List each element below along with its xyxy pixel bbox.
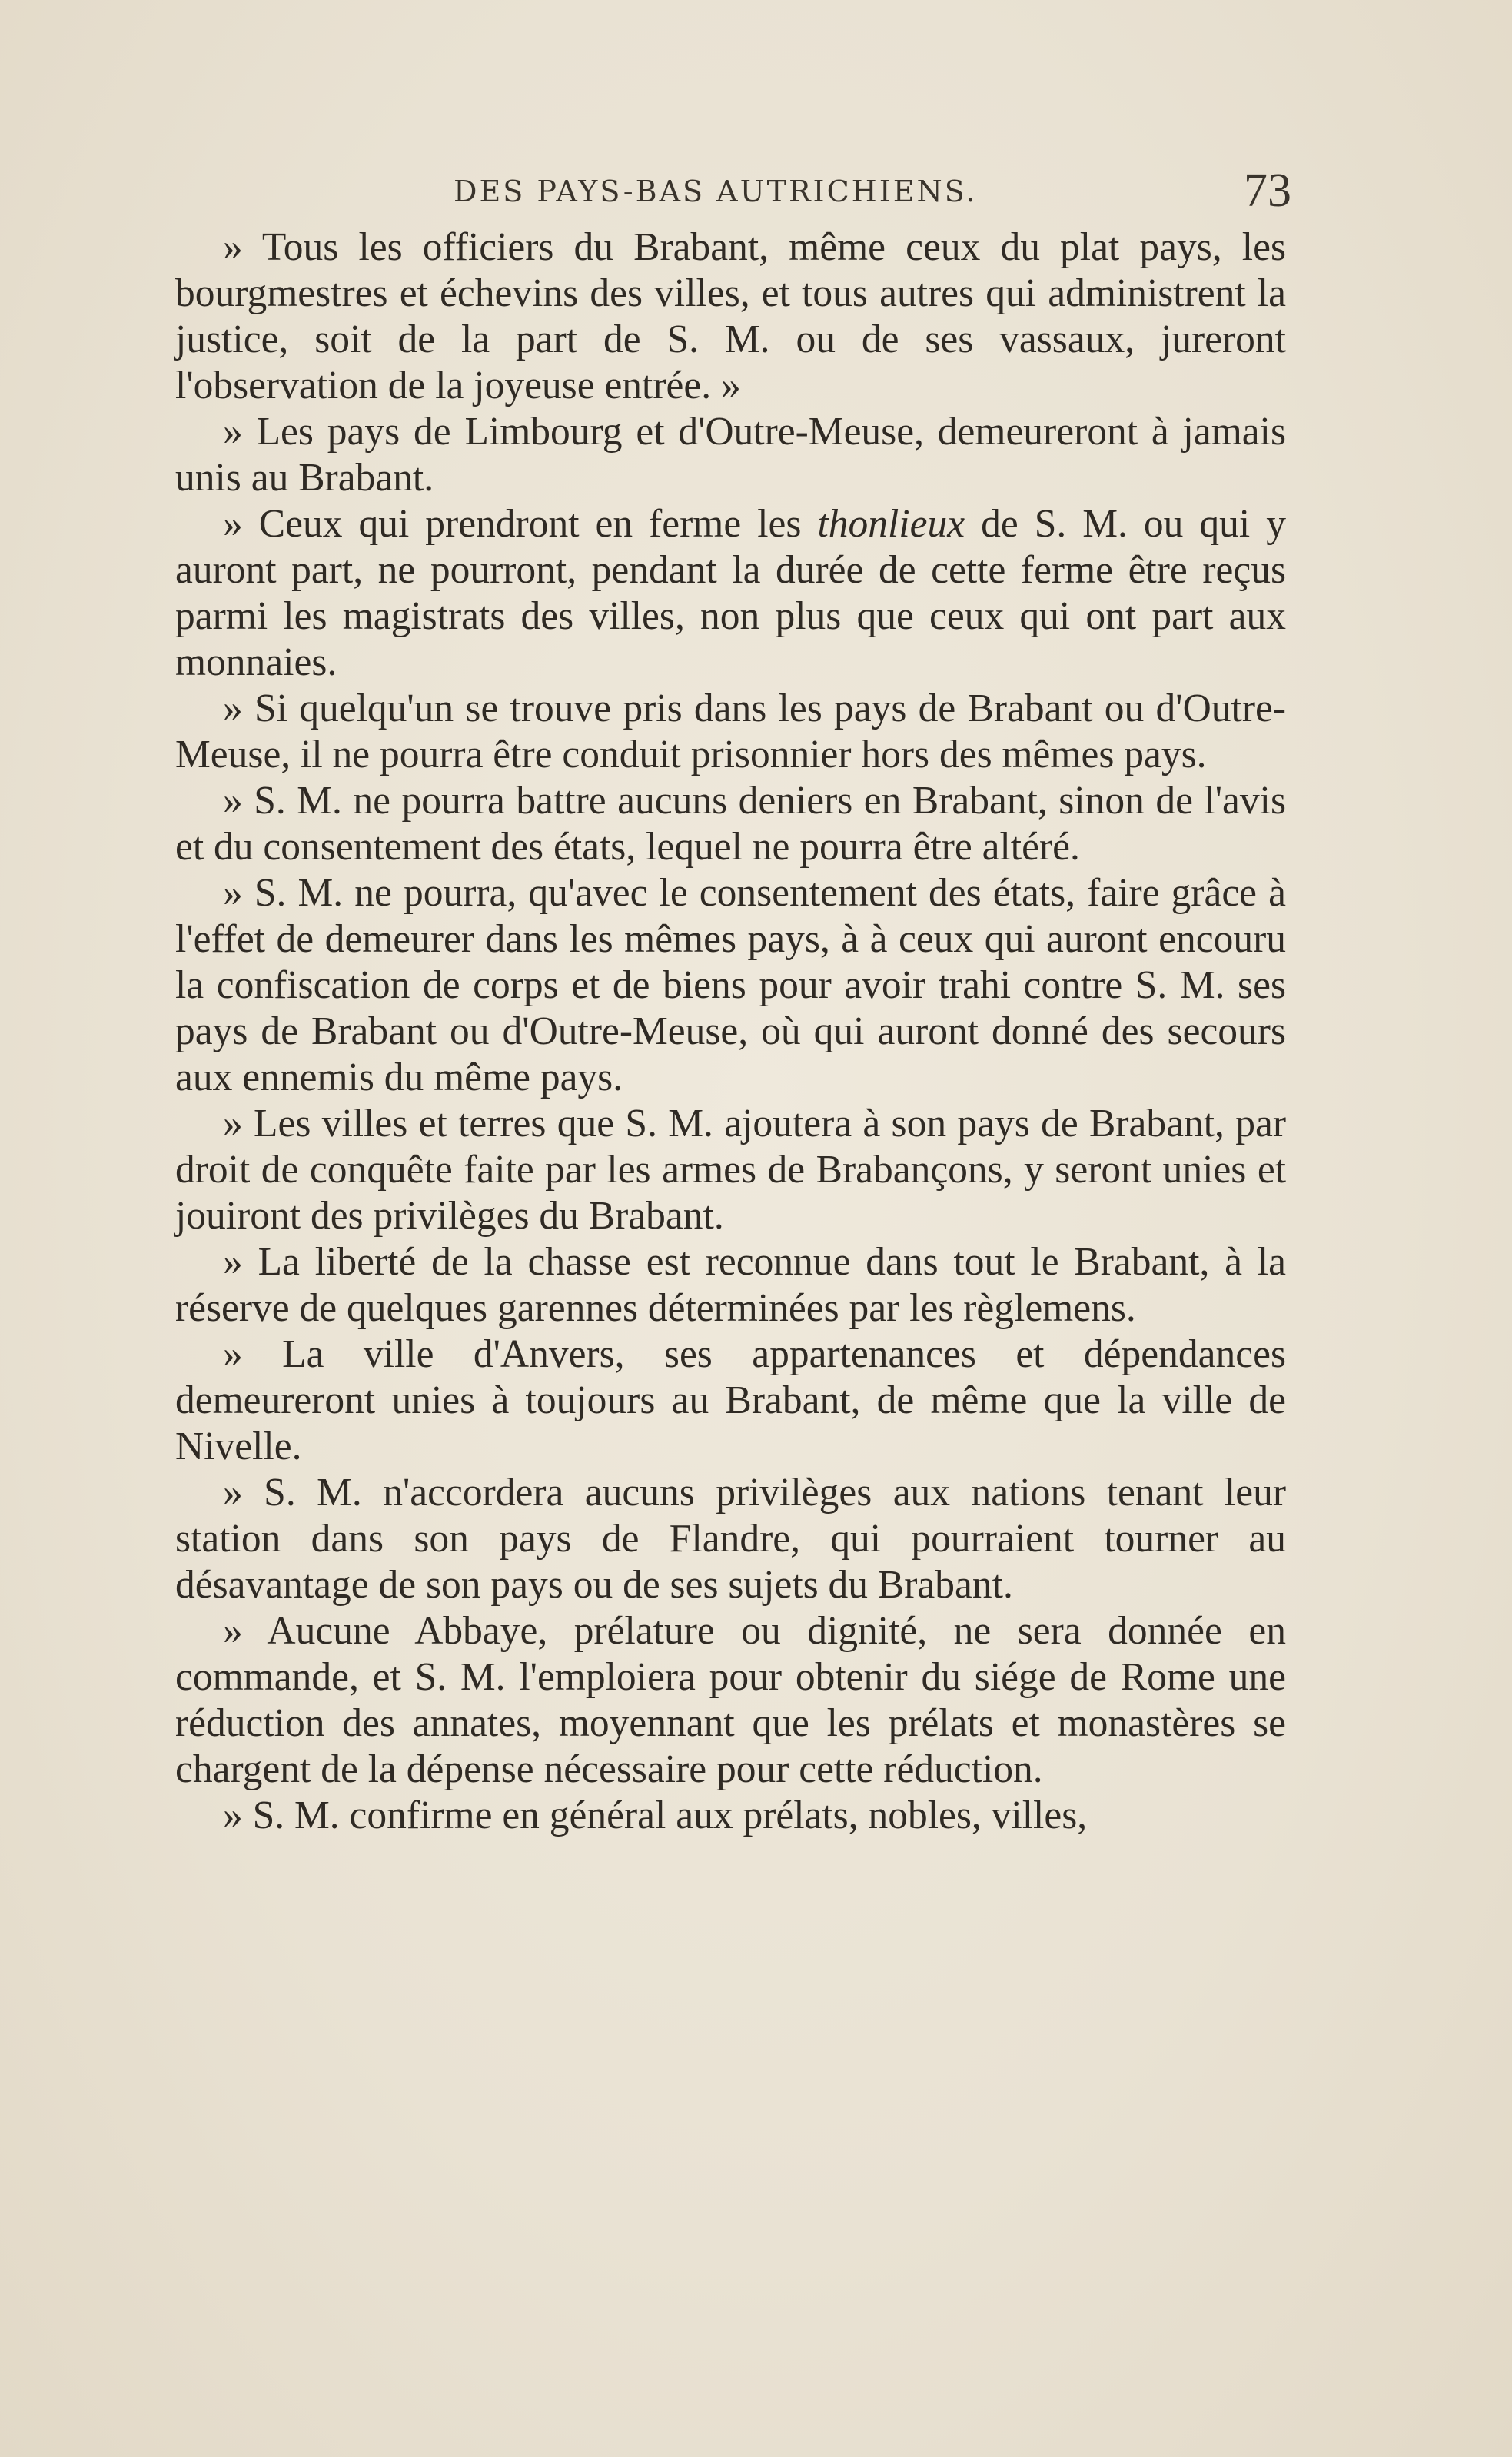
paragraph: » Les pays de Limbourg et d'Outre-Meuse, demeureront à jamais unis au Brabant.: [175, 410, 1286, 500]
paragraph: » S. M. ne pourra battre aucuns deniers en Brabant, sinon de l'avis et du consentement des états, lequel ne pourra être altéré.: [175, 779, 1286, 869]
paragraph: » Aucune Abbaye, prélature ou dignité, ne sera donnée en commande, et S. M. l'emploiera pour obtenir du siége de Rome une réduction des annates, moyennant que les prélats et monastères se chargent de la dépense nécessaire pour cette réduction.: [175, 1609, 1286, 1791]
body-text: [175, 224, 1286, 1839]
italic-term: thonlieux: [817, 502, 965, 546]
paragraph-text: de S. M. ou qui y auront part, ne pourront, pendant la durée de cette ferme être reçus parmi les magistrats des villes, non plus que ceux qui ont part aux monnaies.: [175, 502, 1286, 684]
paragraph: » La ville d'Anvers, ses appartenances et dépendances demeureront unies à toujours au Brabant, de même que la ville de Nivelle.: [175, 1332, 1286, 1468]
paragraph: » La liberté de la chasse est reconnue dans tout le Brabant, à la réserve de quelques garennes déterminées par les règlemens.: [175, 1240, 1286, 1330]
paragraph: » S. M. ne pourra, qu'avec le consentement des états, faire grâce à l'effet de demeurer dans les mêmes pays, à à ceux qui auront encouru la confiscation de corps et de biens pour avoir trahi contre S. M. ses pays de Brabant ou d'Outre-Meuse, où qui auront donné des secours aux ennemis du même pays.: [175, 871, 1286, 1099]
page-number: 73: [1244, 165, 1291, 217]
running-title: DES PAYS-BAS AUTRICHIENS.: [454, 175, 978, 208]
paragraph: » Les villes et terres que S. M. ajoutera à son pays de Brabant, par droit de conquête faite par les armes de Brabançons, y seront unies et jouiront des privilèges du Brabant.: [175, 1102, 1286, 1238]
page-header: [177, 158, 1291, 219]
paragraph: » Si quelqu'un se trouve pris dans les pays de Brabant ou d'Outre-Meuse, il ne pourra être conduit prisonnier hors des mêmes pays.: [175, 687, 1286, 776]
paragraph: [175, 501, 1286, 686]
paragraph: » Tous les officiers du Brabant, même ceux du plat pays, les bourgmestres et échevins des villes, et tous autres qui administrent la justice, soit de la part de S. M. ou de ses vassaux, jureront l'observation de la joyeuse entrée. »: [175, 225, 1286, 407]
paragraph-text: » Ceux qui prendront en ferme les: [223, 502, 818, 546]
paragraph: » S. M. n'accordera aucuns privilèges aux nations tenant leur station dans son pays de Flandre, qui pourraient tourner au désavantage de son pays ou de ses sujets du Brabant.: [175, 1471, 1286, 1607]
paragraph: » S. M. confirme en général aux prélats, nobles, villes,: [223, 1794, 1088, 1837]
